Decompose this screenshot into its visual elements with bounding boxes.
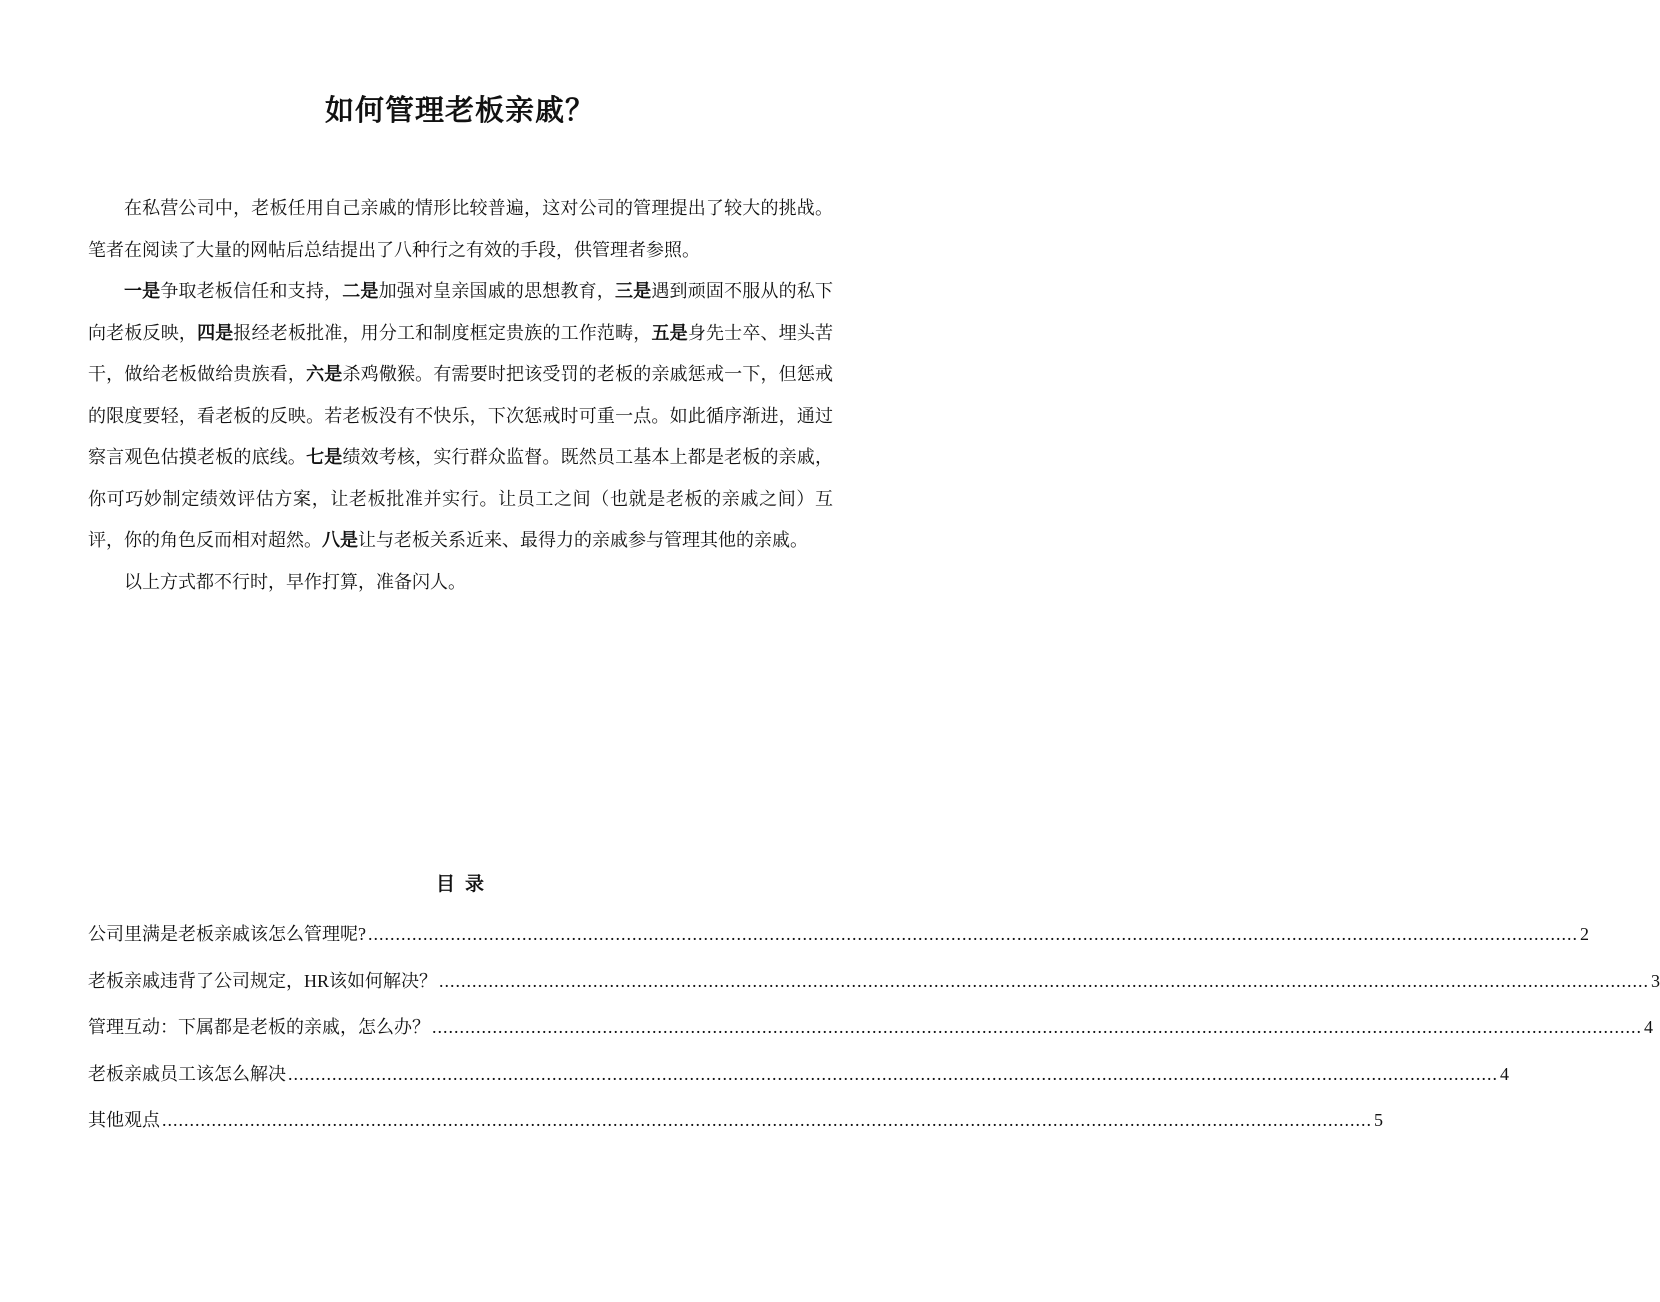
toc-entry-page: 4 bbox=[1644, 1017, 1653, 1037]
toc-entry-page: 3 bbox=[1651, 970, 1660, 991]
toc-entry[interactable] bbox=[88, 915, 1589, 962]
toc-leader-dots: ............................................................................................................................................................................................................................ bbox=[162, 1110, 1372, 1130]
toc-entry[interactable] bbox=[88, 962, 1660, 1009]
methods-paragraph bbox=[88, 271, 833, 562]
toc-entry-page: 5 bbox=[1374, 1110, 1383, 1130]
page-title: 如何管理老板亲戚？ bbox=[324, 93, 595, 127]
method-text: 绩效考核，实行群众监督。既然员工基本上都是老板的亲戚，你可巧妙制定绩效评估方案，让老板批准并实行。让员工之间（也就是老板的亲戚之间）互评，你的角色反而相对超然。 bbox=[88, 447, 834, 551]
method-text: 争取老板信任和支持， bbox=[160, 281, 343, 302]
toc-leader-dots: ............................................................................................................................................................................................................................ bbox=[288, 1063, 1498, 1084]
toc-entry-label: 其他观点 bbox=[88, 1110, 160, 1130]
toc-entry[interactable] bbox=[88, 1101, 1383, 1148]
method-text: 身先士卒、埋头苦干，做给老板做给贵族看， bbox=[88, 322, 834, 385]
method-text: 杀鸡儆猴。有需要时把该受罚的老板的亲戚惩戒一下，但惩戒的限度要轻，看老板的反映。若老板没有不快乐，下次惩戒时可重一点。如此循序渐进，通过察言观色估摸老板的底线。 bbox=[88, 364, 834, 468]
toc-leader-dots: ............................................................................................................................................................................................................................ bbox=[439, 970, 1650, 991]
article-body bbox=[88, 188, 833, 603]
method-text: 报经老板批准，用分工和制度框定贵族的工作范畴， bbox=[233, 322, 652, 344]
method-keyword: 二是 bbox=[342, 281, 379, 302]
method-keyword: 八是 bbox=[322, 530, 358, 551]
method-text: 让与老板关系近来、最得力的亲戚参与管理其他的亲戚。 bbox=[358, 530, 808, 551]
closing-paragraph: 以上方式都不行时，早作打算，准备闪人。 bbox=[124, 571, 466, 593]
toc-leader-dots: ............................................................................................................................................................................................................................ bbox=[368, 924, 1578, 944]
method-keyword: 五是 bbox=[651, 322, 688, 344]
method-keyword: 三是 bbox=[615, 281, 652, 302]
method-keyword: 四是 bbox=[197, 322, 234, 344]
table-of-contents bbox=[88, 915, 1660, 1148]
toc-entry[interactable] bbox=[88, 1008, 1653, 1055]
toc-entry-page: 4 bbox=[1500, 1063, 1509, 1084]
method-keyword: 一是 bbox=[124, 281, 161, 302]
toc-entry-label: 老板亲戚违背了公司规定，HR该如何解决？ bbox=[88, 970, 438, 991]
toc-leader-dots: ............................................................................................................................................................................................................................ bbox=[432, 1017, 1642, 1037]
toc-entry-label: 管理互动：下属都是老板的亲戚，怎么办？ bbox=[88, 1017, 430, 1037]
method-keyword: 七是 bbox=[306, 447, 343, 468]
toc-entry-label: 公司里满是老板亲戚该怎么管理呢? bbox=[88, 924, 366, 944]
method-text: 遇到顽固不服从的私下向老板反映， bbox=[88, 281, 834, 344]
method-keyword: 六是 bbox=[306, 364, 343, 385]
intro-paragraph: 在私营公司中，老板任用自己亲戚的情形比较普遍，这对公司的管理提出了较大的挑战。笔者在阅读了大量的网帖后总结提出了八种行之有效的手段，供管理者参照。 bbox=[88, 198, 833, 261]
toc-entry-page: 2 bbox=[1580, 924, 1589, 944]
toc-entry-label: 老板亲戚员工该怎么解决 bbox=[88, 1063, 286, 1084]
toc-entry[interactable] bbox=[88, 1055, 1509, 1102]
method-text: 加强对皇亲国戚的思想教育， bbox=[378, 281, 615, 302]
toc-heading: 目录 bbox=[435, 873, 494, 895]
